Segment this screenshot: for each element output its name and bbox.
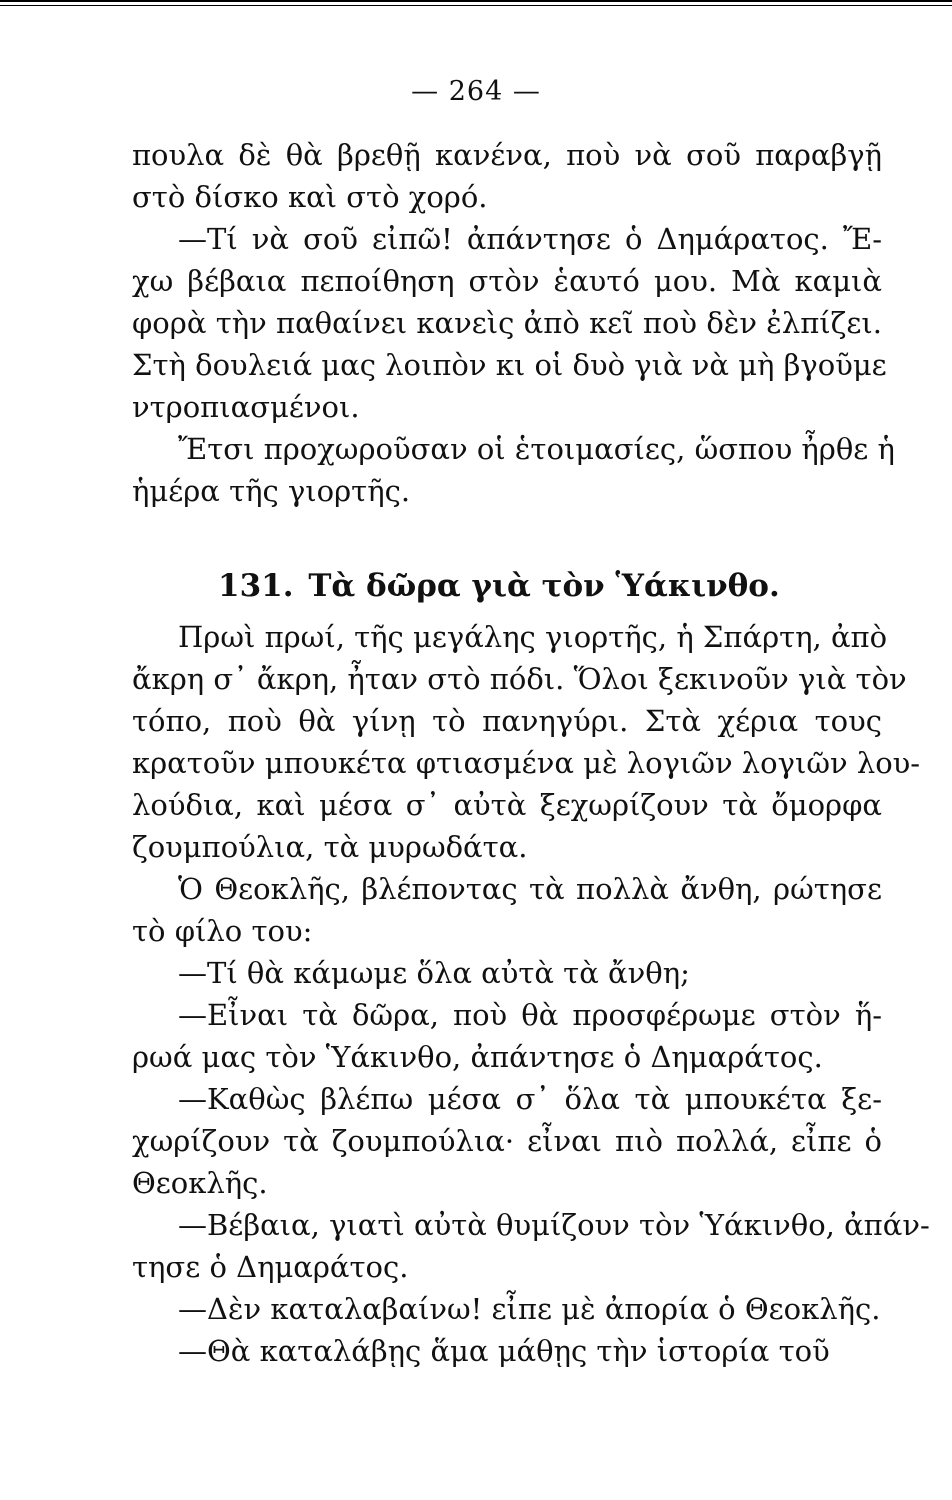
text-line: Πρωὶ πρωί, τῆς μεγάλης γιορτῆς, ἡ Σπάρτη, ἀπὸ (178, 620, 888, 654)
paragraph (132, 616, 921, 868)
text-line: ἡμέρα τῆς γιορτῆς. (132, 474, 411, 508)
paragraph (132, 1078, 882, 1204)
paragraph (132, 134, 882, 218)
text-before-chapter (132, 134, 895, 512)
text-line: —Τί νὰ σοῦ εἰπῶ! ἀπάντησε ὁ Δημάρατος. Ἔ- (178, 222, 882, 256)
page-body (132, 134, 930, 1372)
text-line: κρατοῦν μπουκέτα φτιασμένα μὲ λογιῶν λογιῶν λου- (132, 746, 921, 780)
text-line: χω βέβαια πεποίθηση στὸν ἑαυτό μου. Μὰ καμιὰ (132, 264, 882, 298)
text-line: —Δὲν καταλαβαίνω! εἶπε μὲ ἀπορία ὁ Θεοκλῆς. (178, 1292, 881, 1326)
text-line: —Εἶναι τὰ δῶρα, ποὺ θὰ προσφέρωμε στὸν ἥ- (178, 998, 882, 1032)
top-border-rule (0, 0, 952, 10)
text-line: Στὴ δουλειά μας λοιπὸν κι οἱ δυὸ γιὰ νὰ μὴ βγοῦμε (132, 348, 887, 382)
text-line: —Βέβαια, γιατὶ αὐτὰ θυμίζουν τὸν Ὑάκινθο, ἀπάν- (178, 1208, 930, 1242)
text-line: πουλα δὲ θὰ βρεθῇ κανένα, ποὺ νὰ σοῦ παραβγῇ (132, 138, 882, 172)
text-line: Ἔτσι προχωροῦσαν οἱ ἑτοιμασίες, ὥσπου ἦρθε ἡ (178, 432, 895, 466)
text-line: τησε ὁ Δημαράτος. (132, 1250, 409, 1284)
paragraph (132, 868, 882, 952)
text-line: φορὰ τὴν παθαίνει κανεὶς ἀπὸ κεῖ ποὺ δὲν ἐλπίζει. (132, 306, 882, 340)
text-line: —Καθὼς βλέπω μέσα σ᾽ ὅλα τὰ μπουκέτα ξε- (178, 1082, 882, 1116)
paragraph (132, 1204, 930, 1288)
text-line: Θεοκλῆς. (132, 1166, 268, 1200)
text-line: ρωά μας τὸν Ὑάκινθο, ἀπάντησε ὁ Δημαράτος. (132, 1040, 823, 1074)
chapter-title: Τὰ δῶρα γιὰ τὸν Ὑάκινθο. (308, 568, 780, 604)
chapter-number: 131. (218, 568, 294, 604)
text-line: τὸ φίλο του: (132, 914, 313, 948)
chapter-heading (132, 556, 882, 616)
section-gap (132, 512, 882, 556)
text-line: ζουμπούλια, τὰ μυρωδάτα. (132, 830, 528, 864)
page-number: — 264 — (411, 76, 541, 107)
paragraph (132, 218, 887, 428)
text-line: —Θὰ καταλάβῃς ἅμα μάθῃς τὴν ἱστορία τοῦ (178, 1334, 830, 1368)
text-line: —Τί θὰ κάμωμε ὅλα αὐτὰ τὰ ἄνθη; (178, 956, 690, 990)
paragraph (132, 952, 882, 994)
text-line: ντροπιασμένοι. (132, 390, 360, 424)
text-line: λούδια, καὶ μέσα σ᾽ αὐτὰ ξεχωρίζουν τὰ ὄμορφα (132, 788, 882, 822)
text-line: χωρίζουν τὰ ζουμπούλια· εἶναι πιὸ πολλά, εἶπε ὁ (132, 1124, 882, 1158)
paragraph (132, 1288, 882, 1330)
text-line: ἄκρη σ᾽ ἄκρη, ἦταν στὸ πόδι. Ὅλοι ξεκινοῦν γιὰ τὸν (132, 662, 907, 696)
text-after-chapter (132, 616, 930, 1372)
text-line: στὸ δίσκο καὶ στὸ χορό. (132, 180, 488, 214)
text-line: τόπο, ποὺ θὰ γίνῃ τὸ πανηγύρι. Στὰ χέρια τους (132, 704, 882, 738)
paragraph (132, 1330, 882, 1372)
paragraph (132, 994, 882, 1078)
paragraph (132, 428, 895, 512)
text-line: Ὁ Θεοκλῆς, βλέποντας τὰ πολλὰ ἄνθη, ρώτησε (178, 872, 882, 906)
